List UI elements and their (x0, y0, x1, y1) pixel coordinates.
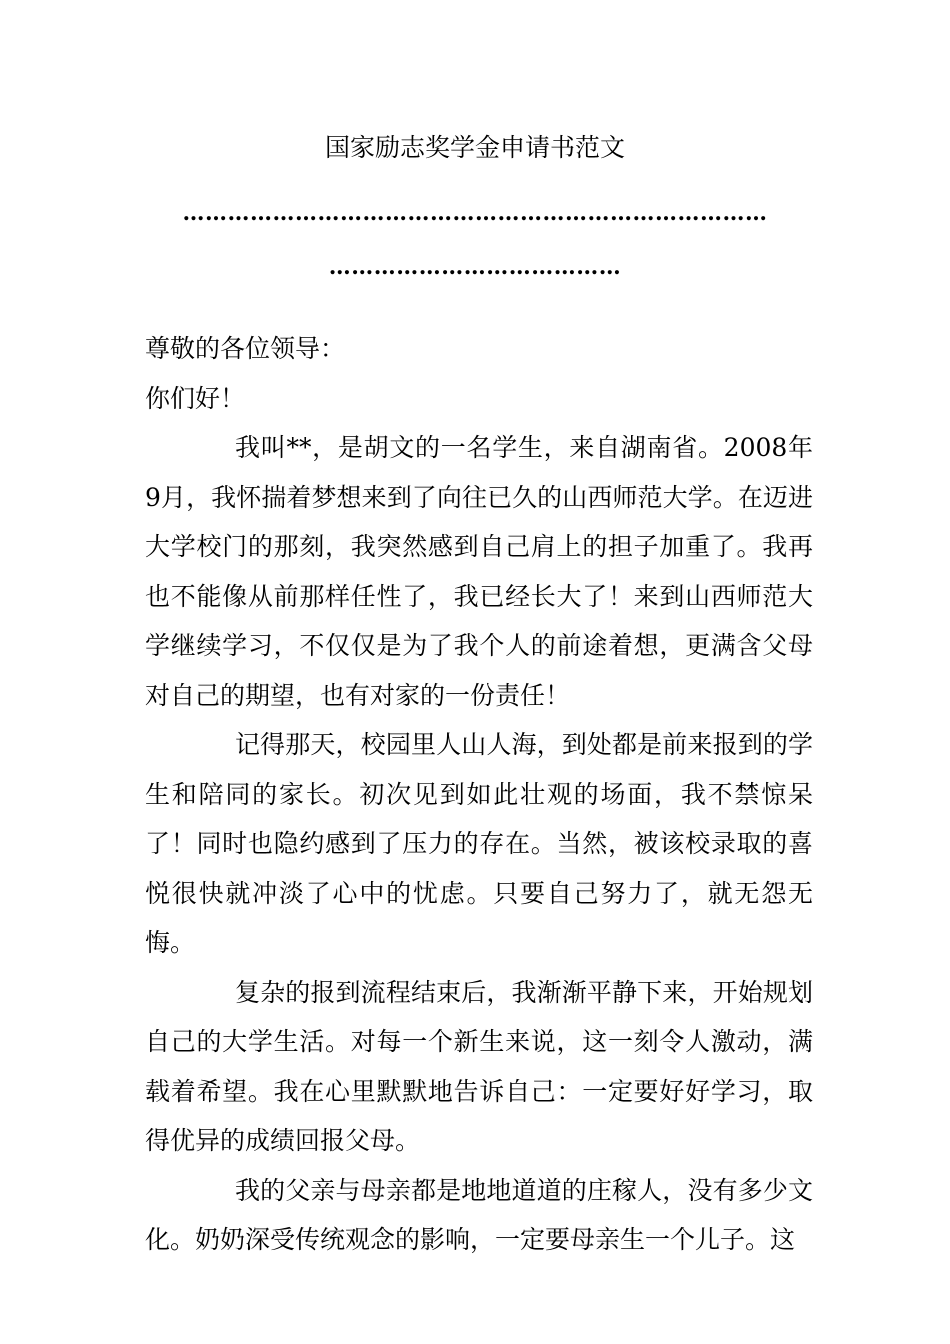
paragraph-4: 我的父亲与母亲都是地地道道的庄稼人，没有多少文化。奶奶深受传统观念的影响，一定要母亲生一个儿子。这 (145, 1175, 813, 1254)
paragraph-3: 复杂的报到流程结束后，我渐渐平静下来，开始规划自己的大学生活。对每一个新生来说，这一刻令人激动，满载着希望。我在心里默默地告诉自己：一定要好好学习，取得优异的成绩回报父母。 (145, 977, 813, 1155)
separator-line-2: ………………………………… (328, 254, 622, 280)
paragraph-2: 记得那天，校园里人山人海，到处都是前来报到的学生和陪同的家长。初次见到如此壮观的场面，我不禁惊呆了！同时也隐约感到了压力的存在。当然，被该校录取的喜悦很快就冲淡了心中的忧虑。只要自己努力了，就无怨无悔。 (145, 730, 813, 957)
salutation: 尊敬的各位领导： (145, 334, 346, 363)
paragraph-1: 我叫**，是胡文的一名学生，来自湖南省。2008年9月，我怀揣着梦想来到了向往已久的山西师范大学。在迈进大学校门的那刻，我突然感到自己肩上的担子加重了。我再也不能像从前那样任性了，我已经长大了！来到山西师范大学继续学习，不仅仅是为了我个人的前途着想，更满含父母对自己的期望，也有对家的一份责任！ (145, 433, 813, 710)
document-title: 国家励志奖学金申请书范文 (324, 133, 625, 162)
letter-body (145, 324, 813, 1265)
greeting: 你们好！ (145, 383, 246, 413)
separator-line-1: …………………………………………………………………… (182, 200, 768, 226)
